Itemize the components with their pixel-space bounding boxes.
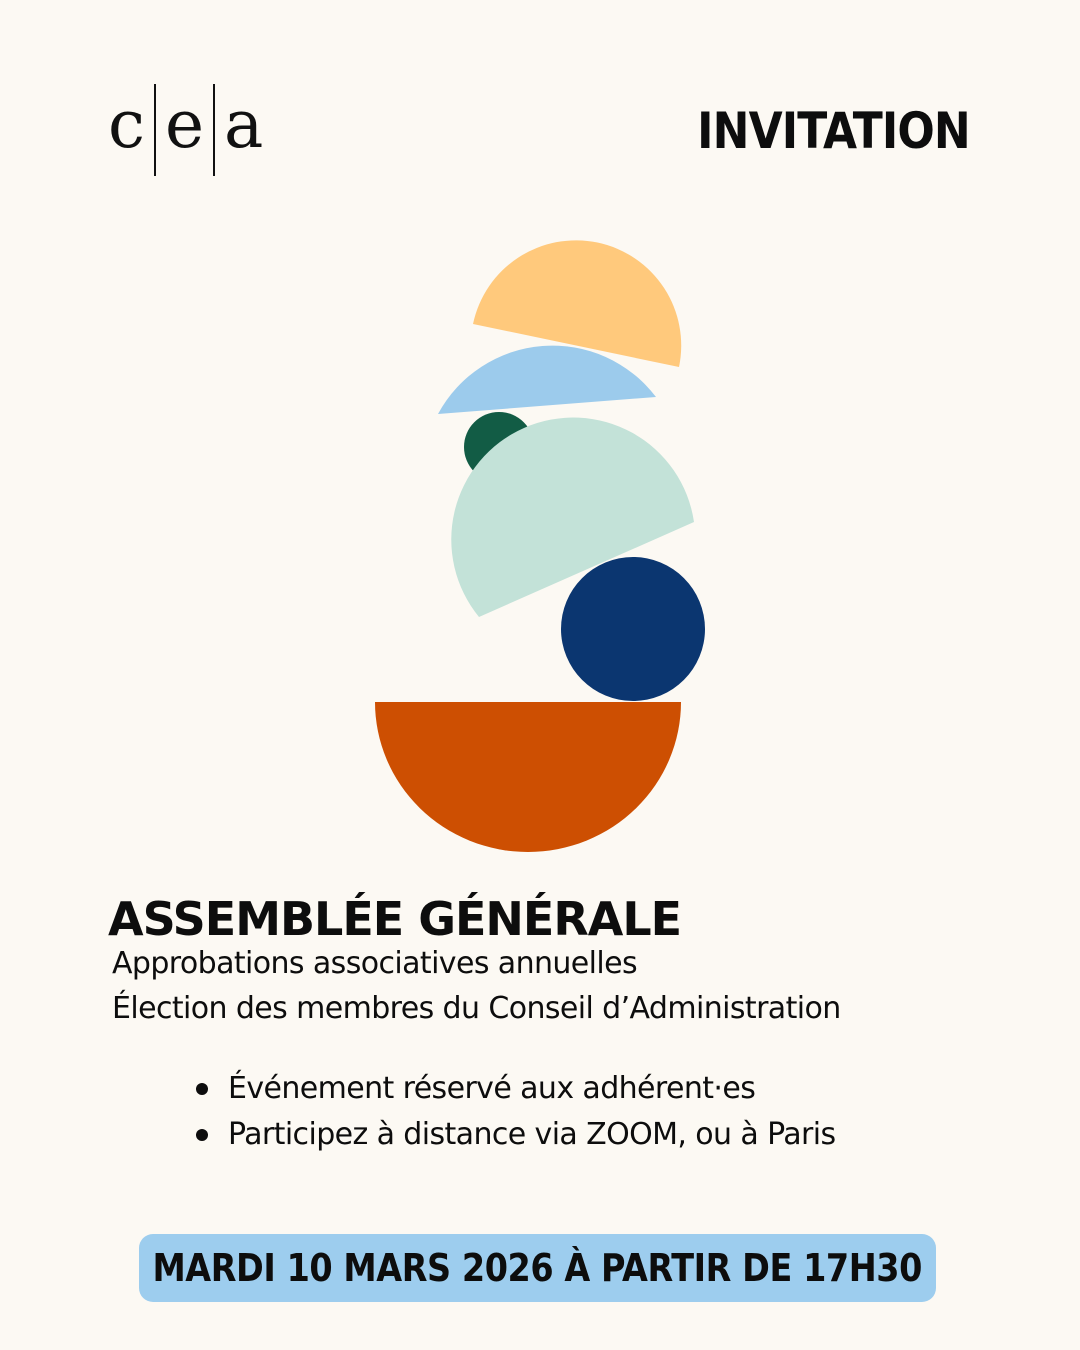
list-item — [190, 1112, 836, 1158]
list-item-text: Événement réservé aux adhérent·es — [228, 1071, 756, 1106]
list-item-text: Participez à distance via ZOOM, ou à Paris — [228, 1117, 836, 1152]
event-date-banner — [139, 1234, 936, 1302]
logo-letter-a: a — [224, 86, 264, 163]
logo-letter-e: e — [164, 86, 205, 163]
event-details-list — [190, 1066, 836, 1158]
list-item — [190, 1066, 836, 1112]
event-date-text: MARDI 10 MARS 2026 À PARTIR DE 17H30 — [152, 1246, 923, 1290]
bullet-dot-icon — [196, 1129, 208, 1141]
event-title: ASSEMBLÉE GÉNÉRALE — [108, 892, 682, 946]
bullet-dot-icon — [196, 1083, 208, 1095]
navy-circle — [561, 557, 705, 701]
event-subtitle-line: Élection des membres du Conseil d’Administration — [112, 991, 841, 1026]
logo-letter-c: c — [108, 86, 145, 163]
light-blue-dome — [438, 346, 656, 414]
orange-bowl — [375, 702, 681, 852]
event-subtitle-line: Approbations associatives annuelles — [112, 946, 638, 981]
invitation-label: INVITATION — [697, 102, 970, 160]
